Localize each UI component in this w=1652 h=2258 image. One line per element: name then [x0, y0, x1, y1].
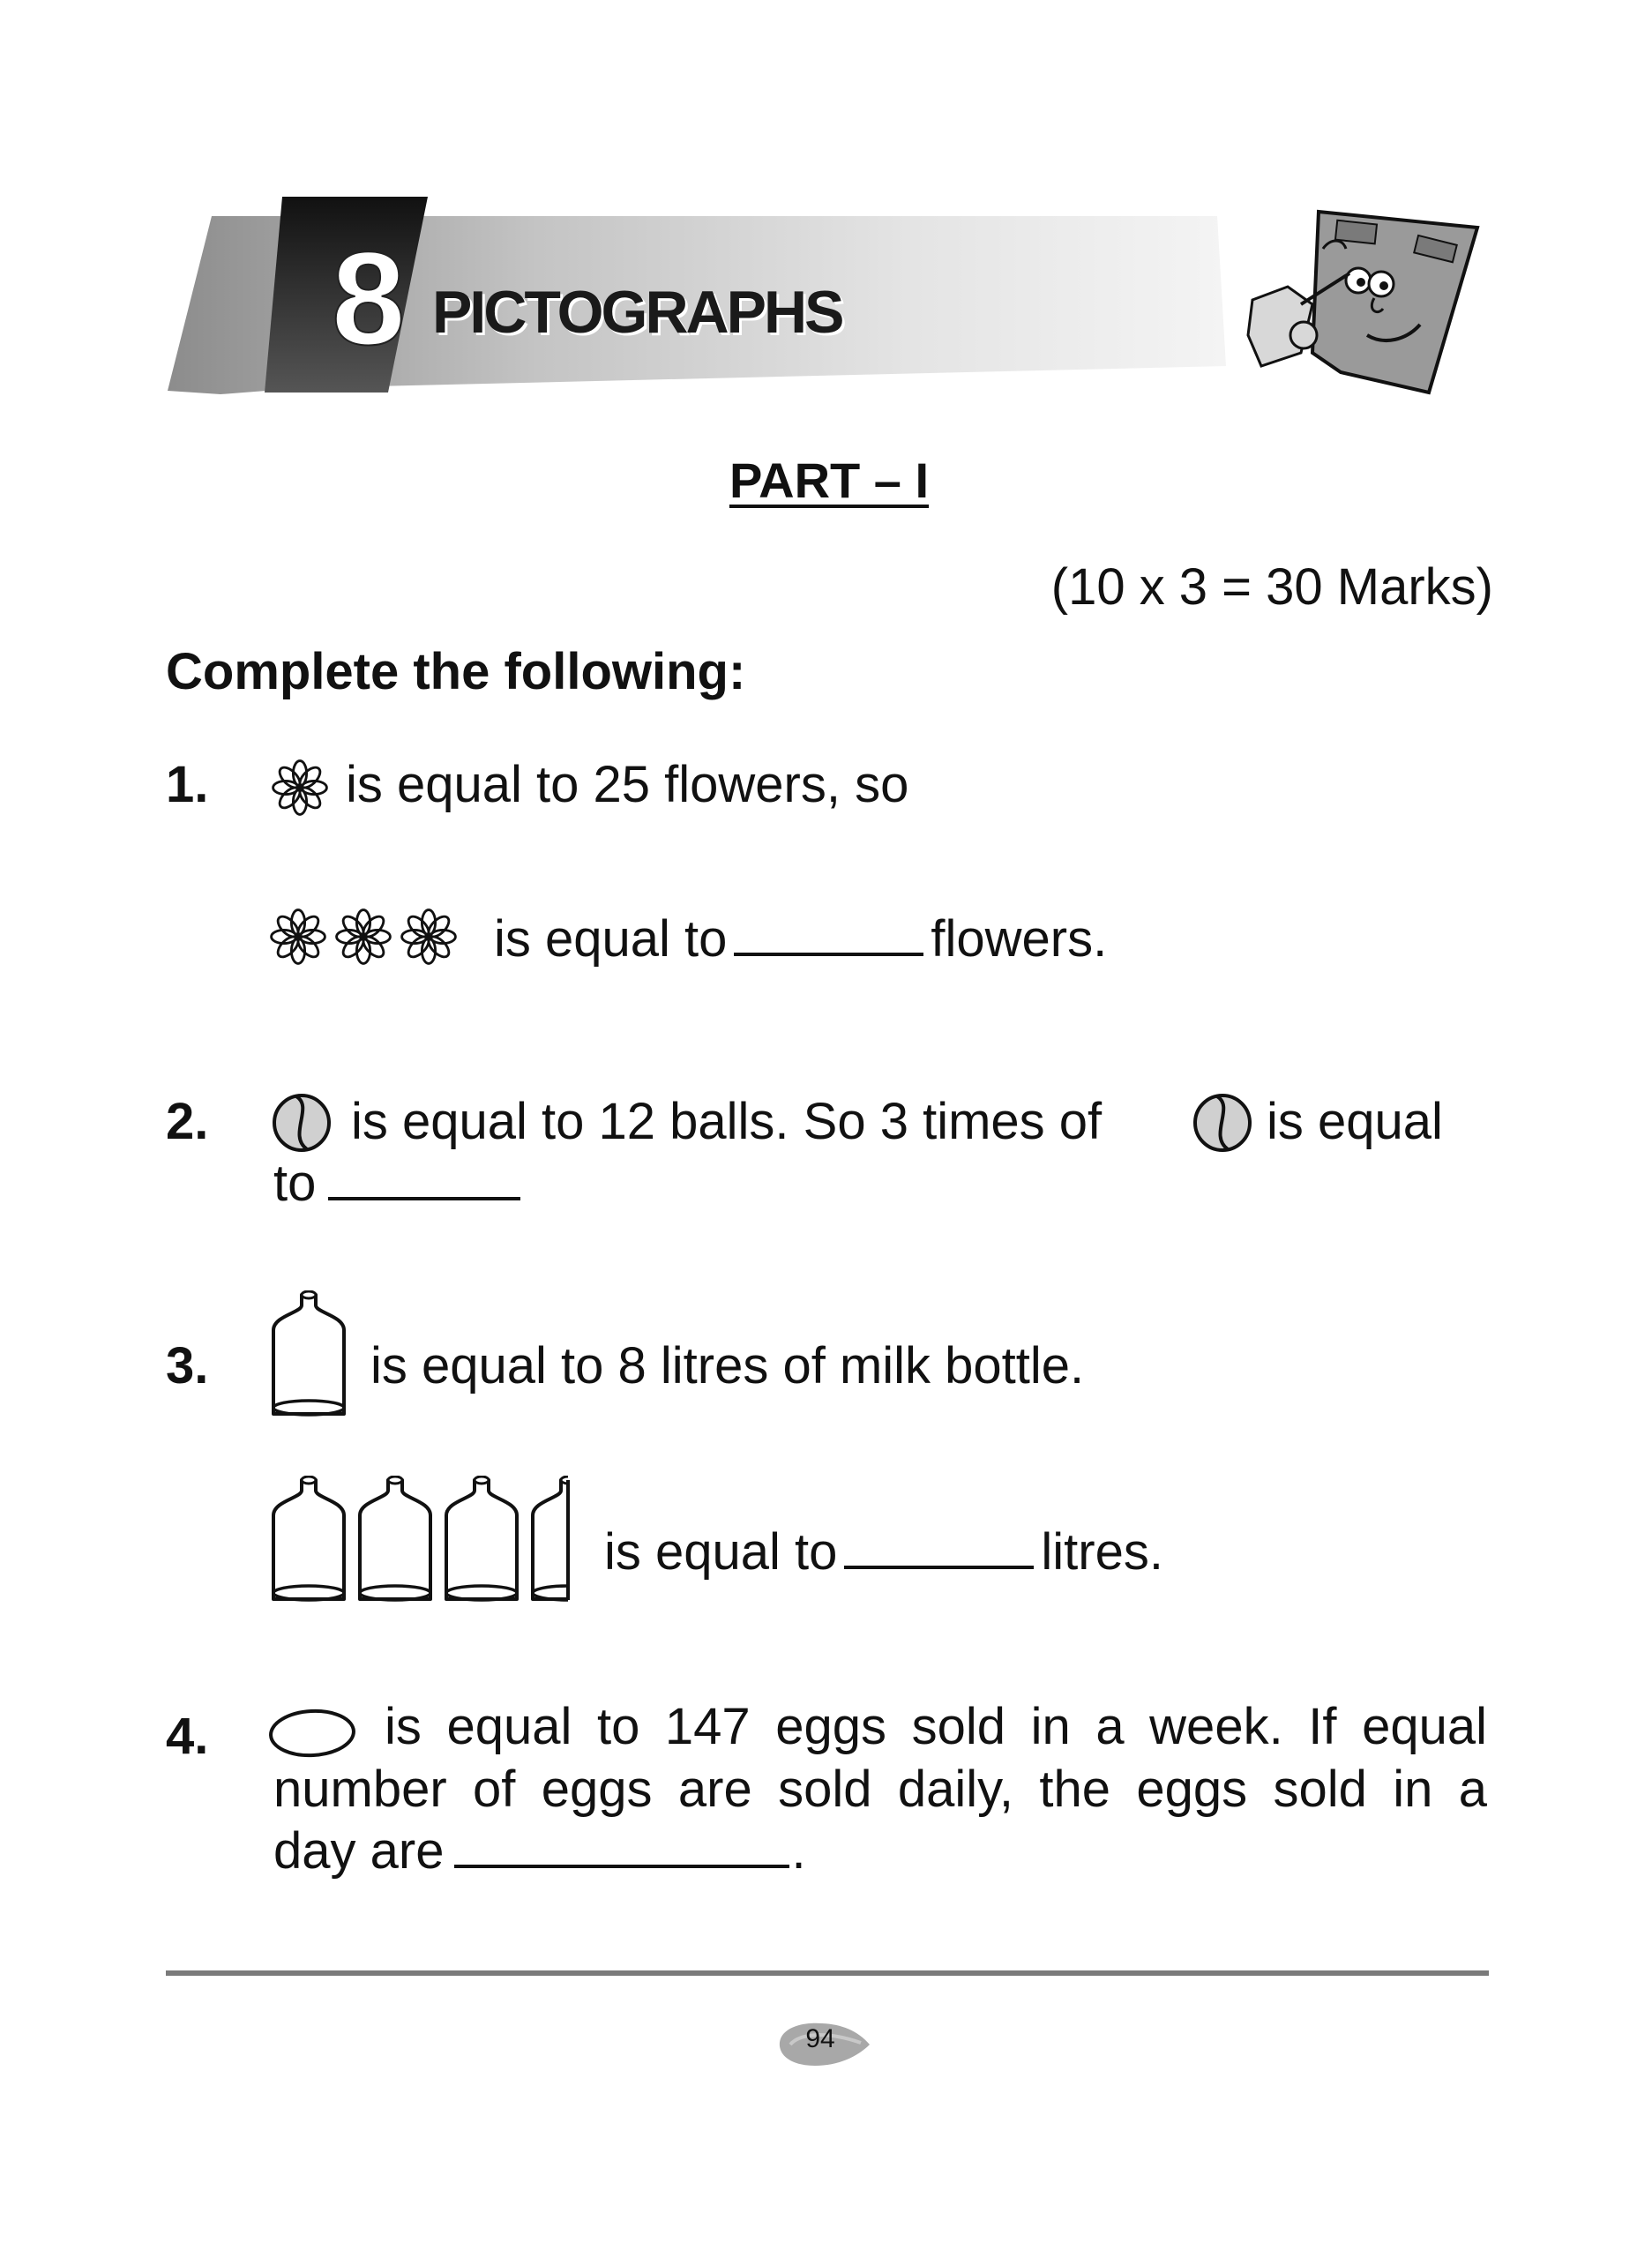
question-4-line1: is equal to 147 eggs sold in a week. If equal: [385, 1698, 1487, 1755]
answer-blank-1[interactable]: [734, 908, 923, 956]
question-4-number: 4.: [166, 1708, 209, 1765]
answer-blank-3[interactable]: [844, 1522, 1034, 1569]
flower-icon-group: [265, 903, 467, 974]
ball-icon: [268, 1089, 335, 1156]
question-3-line2-after: litres.: [1041, 1523, 1163, 1581]
question-2-line2: [273, 1153, 527, 1213]
chapter-number: 8: [332, 224, 406, 372]
question-4-line3: [273, 1821, 806, 1880]
question-2-text1: is equal to 12 balls. So 3 times of: [351, 1093, 1103, 1150]
question-2-number: 2.: [166, 1093, 209, 1150]
question-4-line3-after: .: [791, 1822, 806, 1880]
egg-icon: [266, 1707, 358, 1763]
flower-icon: [402, 910, 456, 964]
question-3-line2: [604, 1522, 1163, 1581]
instructions-heading: Complete the following:: [166, 643, 746, 700]
bottle-icon: [360, 1477, 430, 1600]
question-2-text2: is equal: [1267, 1093, 1443, 1150]
marks-allocation: (10 x 3 = 30 Marks): [1050, 558, 1493, 616]
question-1-line1: is equal to 25 flowers, so: [346, 756, 909, 813]
bottle-icon-group: [265, 1476, 582, 1608]
question-2-text3: to: [273, 1155, 317, 1212]
bottle-icon: [446, 1477, 517, 1600]
question-1-line2-after: flowers.: [931, 910, 1108, 968]
question-1-number: 1.: [166, 756, 209, 813]
page-number: 94: [805, 2024, 835, 2053]
question-1-line2-before: is equal to: [494, 910, 728, 968]
half-bottle-icon: [533, 1477, 582, 1600]
answer-blank-2[interactable]: [328, 1153, 520, 1200]
answer-blank-4[interactable]: [454, 1821, 789, 1868]
part-title: PART – I: [729, 452, 930, 508]
chapter-title: PICTOGRAPHS: [432, 279, 842, 346]
question-4-line3-before: day are: [273, 1822, 445, 1880]
ball-icon: [1189, 1089, 1256, 1156]
flower-icon: [337, 910, 391, 964]
question-4-line2: number of eggs are sold daily, the eggs sold in a: [273, 1761, 1487, 1818]
flower-icon: [272, 910, 325, 964]
bottle-icon: [273, 1477, 344, 1600]
question-1-line2: [494, 908, 1107, 968]
question-3-line1: is equal to 8 litres of milk bottle.: [370, 1337, 1085, 1394]
question-3-number: 3.: [166, 1337, 209, 1394]
question-3-line2-before: is equal to: [604, 1523, 838, 1581]
footer-divider: [166, 1970, 1489, 1976]
flower-icon: [265, 752, 335, 823]
mascot-illustration: [1235, 203, 1491, 406]
bottle-icon: [265, 1290, 353, 1423]
